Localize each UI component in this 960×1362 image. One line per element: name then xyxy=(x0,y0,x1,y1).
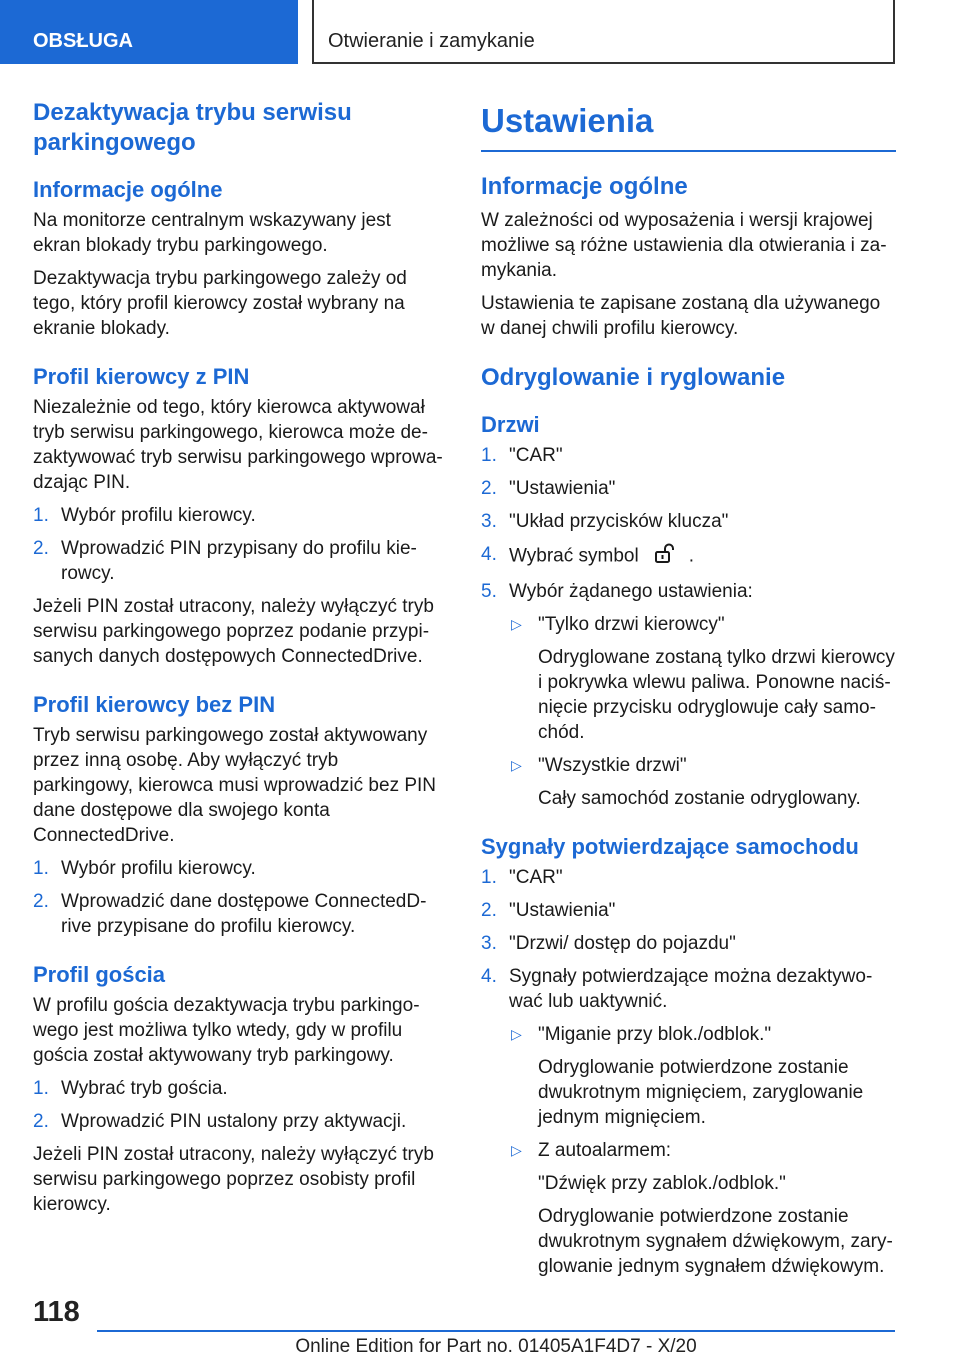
heading-doors: Drzwi xyxy=(481,412,540,437)
option-label: "Wszystkie drzwi" xyxy=(538,755,687,776)
list-item xyxy=(33,536,443,586)
left-column xyxy=(33,98,443,1225)
list-item xyxy=(481,579,896,811)
steps-list xyxy=(481,443,896,811)
step-text: Wybrać symbol xyxy=(509,545,639,567)
list-item xyxy=(33,856,443,881)
paragraph: W zależności od wyposażenia i wersji krajowej możliwe są różne ustawienia dla otwierania i zamykania. xyxy=(481,210,887,281)
list-item xyxy=(481,509,896,534)
unlock-icon xyxy=(653,542,675,571)
step-number: 2. xyxy=(481,900,497,921)
right-column xyxy=(481,98,896,1287)
triangle-right-icon: ▷ xyxy=(511,1142,522,1158)
triangle-right-icon: ▷ xyxy=(511,1026,522,1042)
option-label: "Tylko drzwi kierowcy" xyxy=(538,614,725,635)
step-text: Wprowadzić PIN przypisany do profilu kierowcy. xyxy=(61,538,417,584)
paragraph: Dezaktywacja trybu parkingowego zależy od tego, który profil kierowcy został wybrany na ekranie blokady. xyxy=(33,268,407,339)
option-description: Odryglowanie potwierdzone zostanie dwukrotnym sygnałem dźwiękowym, zaryglowanie jednym sygnałem dźwiękowym. xyxy=(538,1206,893,1277)
heading-general-info: Informacje ogólne xyxy=(481,173,688,200)
step-suffix: . xyxy=(688,545,694,567)
step-text: "Układ przycisków klucza" xyxy=(509,511,729,532)
step-number: 1. xyxy=(33,1078,49,1099)
section-title-settings: Ustawienia xyxy=(481,98,896,152)
step-text: "CAR" xyxy=(509,445,563,466)
step-text: Wybór profilu kierowcy. xyxy=(61,505,256,526)
heading-profile-with-pin: Profil kierowcy z PIN xyxy=(33,364,250,389)
heading-general-info: Informacje ogólne xyxy=(33,177,223,202)
step-text: "Drzwi/ dostęp do pojazdu" xyxy=(509,933,736,954)
option-label: Z autoalarmem: xyxy=(538,1140,672,1161)
step-number: 2. xyxy=(481,478,497,499)
option-item xyxy=(509,612,896,745)
heading-unlocking-locking: Odryglowanie i ryglowanie xyxy=(481,364,786,391)
list-item xyxy=(481,964,896,1279)
triangle-right-icon: ▷ xyxy=(511,616,522,632)
options-list xyxy=(509,1022,896,1279)
page-header xyxy=(0,0,960,66)
step-number: 2. xyxy=(33,891,49,912)
footer-divider xyxy=(97,1330,895,1332)
step-number: 1. xyxy=(33,505,49,526)
list-item xyxy=(481,931,896,956)
step-text: "Ustawienia" xyxy=(509,900,616,921)
section-tab: OBSŁUGA xyxy=(0,0,298,64)
option-description: Odryglowanie potwierdzone zostanie dwukrotnym mignięciem, zaryglowanie jednym mignięciem. xyxy=(538,1057,864,1128)
step-text: Wybrać tryb gościa. xyxy=(61,1078,228,1099)
paragraph: Jeżeli PIN został utracony, należy wyłączyć tryb serwisu parkingowego poprzez podanie przypisanych danych dostępowych ConnectedDrive. xyxy=(33,596,434,667)
step-number: 5. xyxy=(481,581,497,602)
paragraph: Tryb serwisu parkingowego został aktywowany przez inną osobę. Aby wyłączyć tryb parkingowy, kierowca musi wprowadzić bez PIN dane dostępowe dla swojego konta ConnectedDrive. xyxy=(33,725,437,846)
paragraph: W profilu gościa dezaktywacja trybu parkingowego jest możliwa tylko wtedy, gdy w profilu gościa został aktywowany tryb parkingowy. xyxy=(33,995,420,1066)
step-number: 3. xyxy=(481,933,497,954)
options-list xyxy=(509,612,896,811)
heading-confirmation-signals: Sygnały potwierdzające samochodu xyxy=(481,834,859,859)
step-number: 2. xyxy=(33,1111,49,1132)
option-label: "Miganie przy blok./odblok." xyxy=(538,1024,772,1045)
steps-list xyxy=(33,856,443,939)
paragraph: Niezależnie od tego, który kierowca aktywował tryb serwisu parkingowego, kierowca może dezaktywować tryb serwisu parkingowego wprowadzając PIN. xyxy=(33,397,443,493)
edition-note: Online Edition for Part no. 01405A1F4D7 - X/20 xyxy=(295,1336,697,1357)
triangle-right-icon: ▷ xyxy=(511,757,522,773)
heading-guest-profile: Profil gościa xyxy=(33,962,166,987)
list-item xyxy=(481,542,896,571)
option-description: Odryglowane zostaną tylko drzwi kierowcy i pokrywka wlewu paliwa. Ponowne naciśnięcie przycisku odryglowuje cały samochód. xyxy=(538,647,895,743)
option-description: Cały samochód zostanie odryglowany. xyxy=(538,788,861,809)
steps-list xyxy=(33,1076,443,1134)
step-text: Sygnały potwierdzające można dezaktywować lub uaktywnić. xyxy=(509,966,873,1012)
paragraph: Ustawienia te zapisane zostaną dla używanego w danej chwili profilu kierowcy. xyxy=(481,293,881,339)
steps-list xyxy=(33,503,443,586)
list-item xyxy=(481,898,896,923)
list-item xyxy=(481,476,896,501)
list-item xyxy=(481,443,896,468)
option-item xyxy=(509,1022,896,1130)
step-number: 4. xyxy=(481,544,497,565)
step-number: 2. xyxy=(33,538,49,559)
steps-list xyxy=(481,865,896,1279)
step-text: "CAR" xyxy=(509,867,563,888)
list-item xyxy=(33,1076,443,1101)
step-number: 3. xyxy=(481,511,497,532)
step-number: 1. xyxy=(33,858,49,879)
option-description: "Dźwięk przy zablok./odblok." xyxy=(538,1173,786,1194)
option-item xyxy=(509,753,896,811)
step-number: 1. xyxy=(481,445,497,466)
step-text: Wprowadzić PIN ustalony przy aktywacji. xyxy=(61,1111,407,1132)
list-item xyxy=(33,889,443,939)
chapter-title: Otwieranie i zamykanie xyxy=(312,0,895,64)
step-text: Wybór profilu kierowcy. xyxy=(61,858,256,879)
step-text: Wprowadzić dane dostępowe ConnectedDrive przypisane do profilu kierowcy. xyxy=(61,891,427,937)
heading-profile-without-pin: Profil kierowcy bez PIN xyxy=(33,692,276,717)
list-item xyxy=(33,503,443,528)
page-number: 118 xyxy=(33,1296,80,1328)
section-title-deactivation: Dezaktywacja trybu serwisu parkingowego xyxy=(33,99,352,156)
list-item xyxy=(481,865,896,890)
paragraph: Jeżeli PIN został utracony, należy wyłączyć tryb serwisu parkingowego poprzez osobisty profil kierowcy. xyxy=(33,1144,434,1215)
step-number: 1. xyxy=(481,867,497,888)
step-text: "Ustawienia" xyxy=(509,478,616,499)
paragraph: Na monitorze centralnym wskazywany jest ekran blokady trybu parkingowego. xyxy=(33,210,391,256)
option-item xyxy=(509,1138,896,1279)
list-item xyxy=(33,1109,443,1134)
step-number: 4. xyxy=(481,966,497,987)
step-text: Wybór żądanego ustawienia: xyxy=(509,581,753,602)
